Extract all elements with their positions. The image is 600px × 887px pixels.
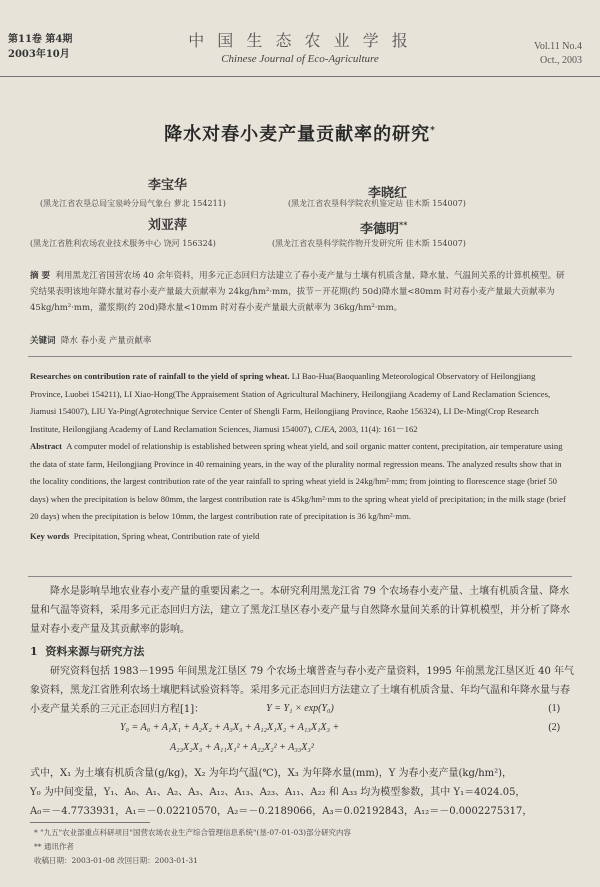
section-heading — [30, 642, 575, 661]
equation-2-line2: A₂₃X₂X₃ + A₁₁X₁² + A₂₂X₂² + A₃₃X₃² — [170, 742, 314, 753]
journal-header — [0, 28, 600, 65]
author-3-affiliation: (黑龙江省胜利农场农业技术服务中心 饶河 156324) — [30, 239, 216, 248]
abstract-en-label: Abstract — [30, 441, 62, 451]
author-4-affiliation: (黑龙江省农垦科学院作物开发研究所 佳木斯 154007) — [272, 239, 466, 248]
author-4-mark: ** — [399, 219, 408, 230]
equation-1: Y = Y₁ × exp(Y₀) — [266, 703, 334, 714]
footnote-1: * "九五"农业部重点科研项目"国营农场农业生产综合管理信息系统"(垦-07-01-03)部分研究内容 — [34, 828, 352, 837]
keywords-en-label: Key words — [30, 530, 70, 541]
keywords-cn-text: 降水 春小麦 产量贡献率 — [60, 336, 152, 346]
section-title: 资料来源与研究方法 — [45, 645, 145, 658]
abstract-en-text: A computer model of relationship is established between spring wheat yield, and soil organic matter content, precipitation, air temperature using the data of state farm, Heilongjiang Province in 40 remaining years, in the way of the plurality normal regression means. The analyzed results show that in the locality conditions, the largest contribution rate of the year rainfall to spring wheat yield is 24kg/hm²·mm; from jointing to florescence stage (brief 50 days) when the precipitation is below 80mm, the largest contribution rate is 45kg/hm²·mm to the spring wheat yield of precipitation; in the milk stage (brief 20 days) when the precipitation is below 10mm, the largest contribution rate of precipitation is 36 kg/hm²·mm. — [30, 441, 566, 521]
footnote-3: 收稿日期：2003-01-08 改回日期：2003-01-31 — [34, 856, 198, 865]
equation-2-number: (2) — [548, 722, 560, 733]
english-citation: LI Bao-Hua(Baoquanling Meteorological Observatory of Heilongjiang Province, Luobei 154211), LI Xiao-Hong(The Appraisement Station of Agricultural Machinery, Heilongjiang Academy of Land Reclamation Sciences, Jiamusi 154007), LIU Ya-Ping(Agrotechnique Service Center of Shengli Farm, Heilongjiang Province, Raohe 156324), LI De-Ming(Crop Research Institute, Heilongjiang Academy of Land Reclamation Sciences, Jiamusi 154007), — [30, 371, 551, 434]
abstract-cn-text: 利用黑龙江省国营农场 40 余年资料，用多元正态回归方法建立了春小麦产量与土壤有机质含量、降水量、气温间关系的计算机模型。研究结果表明该地年降水量对春小麦产量最大贡献率为 24kg/hm²·mm，拔节－开花期(约 50d)降水量<80mm 时对春小麦产量最大贡献率为 45kg/hm²·mm，灌浆期(约 20d)降水量<10mm 时对春小麦产量最大贡献率为 36kg/hm²·mm。 — [30, 271, 565, 313]
footnote-2: ** 通讯作者 — [34, 842, 74, 851]
paper-title — [0, 120, 600, 146]
journal-name-en: Chinese Journal of Eco-Agriculture — [221, 53, 379, 65]
author-2: 李晓红 — [368, 186, 408, 201]
issue-date: 2003年10月 — [8, 49, 70, 60]
title-footnote-mark: * — [430, 126, 436, 136]
intro-paragraph: 降水是影响旱地农业春小麦产量的重要因素之一。本研究利用黑龙江省 79 个农场春小麦产量、土壤有机质含量、降水量和气温等资料，采用多元正态回归方法，建立了黑龙江垦区春小麦产量与自然降水量间关系的计算机模型，并分析了降水量对春小麦产量及其贡献率的影响。 — [30, 586, 570, 635]
author-3: 刘亚萍 — [148, 218, 188, 233]
section-number: 1 — [30, 645, 38, 658]
equation-1-number: (1) — [548, 703, 560, 714]
variables-line-1: 式中，X₁ 为土壤有机质含量(g/kg)，X₂ 为年均气温(℃)，X₃ 为年降水量(mm)，Y 为春小麦产量(kg/hm²)， — [30, 768, 513, 779]
issue-date-en: Oct., 2003 — [540, 55, 582, 66]
issue-volume: 第11卷 第4期 — [8, 34, 73, 45]
english-title: Researches on contribution rate of rainfall to the yield of spring wheat. — [30, 371, 290, 381]
english-abstract — [30, 368, 570, 545]
author-1-affiliation: (黑龙江省农垦总局宝泉岭分局气象台 萝北 154211) — [40, 199, 226, 208]
english-divider — [28, 576, 572, 577]
abstract-divider — [28, 356, 572, 357]
journal-name-cn: 中 国 生 态 农 业 学 报 — [188, 31, 412, 50]
issue-volume-en: Vol.11 No.4 — [533, 41, 582, 52]
journal-ref: , 2003, 11(4): 161－162 — [334, 423, 418, 434]
footnote-rule — [30, 822, 150, 823]
keywords-en — [30, 528, 570, 546]
keywords-en-text: Precipitation, Spring wheat, Contribution rate of yield — [73, 530, 260, 541]
variables-line-3: A₀＝－4.7733931，A₁＝－0.02210570，A₂＝－0.2189066，A₃＝0.02192843，A₁₂＝－0.0002275317， — [30, 806, 533, 817]
method-paragraph: 研究资料包括 1983－1995 年间黑龙江垦区 79 个农场土壤普查与春小麦产量资料，1995 年前黑龙江垦区近 40 年气象资料，黑龙江省胜利农场土壤肥料试验资料等。采用多元正态回归方法建立了土壤有机质含量、年均气温和年降水量与春小麦产量关系的三元正态回归方程[1]： — [30, 666, 575, 715]
author-4-name: 李德明 — [360, 222, 400, 237]
journal-abbrev: CJEA — [314, 423, 335, 434]
issue-info-en — [534, 40, 582, 68]
keywords-cn — [30, 334, 151, 346]
paper-title-text: 降水对春小麦产量贡献率的研究 — [164, 124, 431, 145]
equation-2-line1: Y₀ = A₀ + A₁X₁ + A₂X₂ + A₃X₃ + A₁₂X₁X₂ + A₁₃X₁X₃ + — [120, 722, 340, 733]
author-1: 李宝华 — [148, 178, 188, 193]
header-rule — [0, 76, 600, 77]
keywords-cn-label: 关键词 — [30, 336, 56, 346]
abstract-cn — [30, 268, 570, 316]
abstract-cn-label: 摘 要 — [30, 271, 50, 281]
author-4 — [360, 218, 407, 237]
author-2-affiliation: (黑龙江省农垦科学院农机鉴定站 佳木斯 154007) — [288, 199, 466, 208]
variables-line-2: Y₀ 为中间变量，Y₁、A₀、A₁、A₂、A₃、A₁₂、A₁₃、A₂₃、A₁₁、A₂₂ 和 A₃₃ 均为模型参数，其中 Y₁＝4024.05， — [30, 787, 526, 798]
